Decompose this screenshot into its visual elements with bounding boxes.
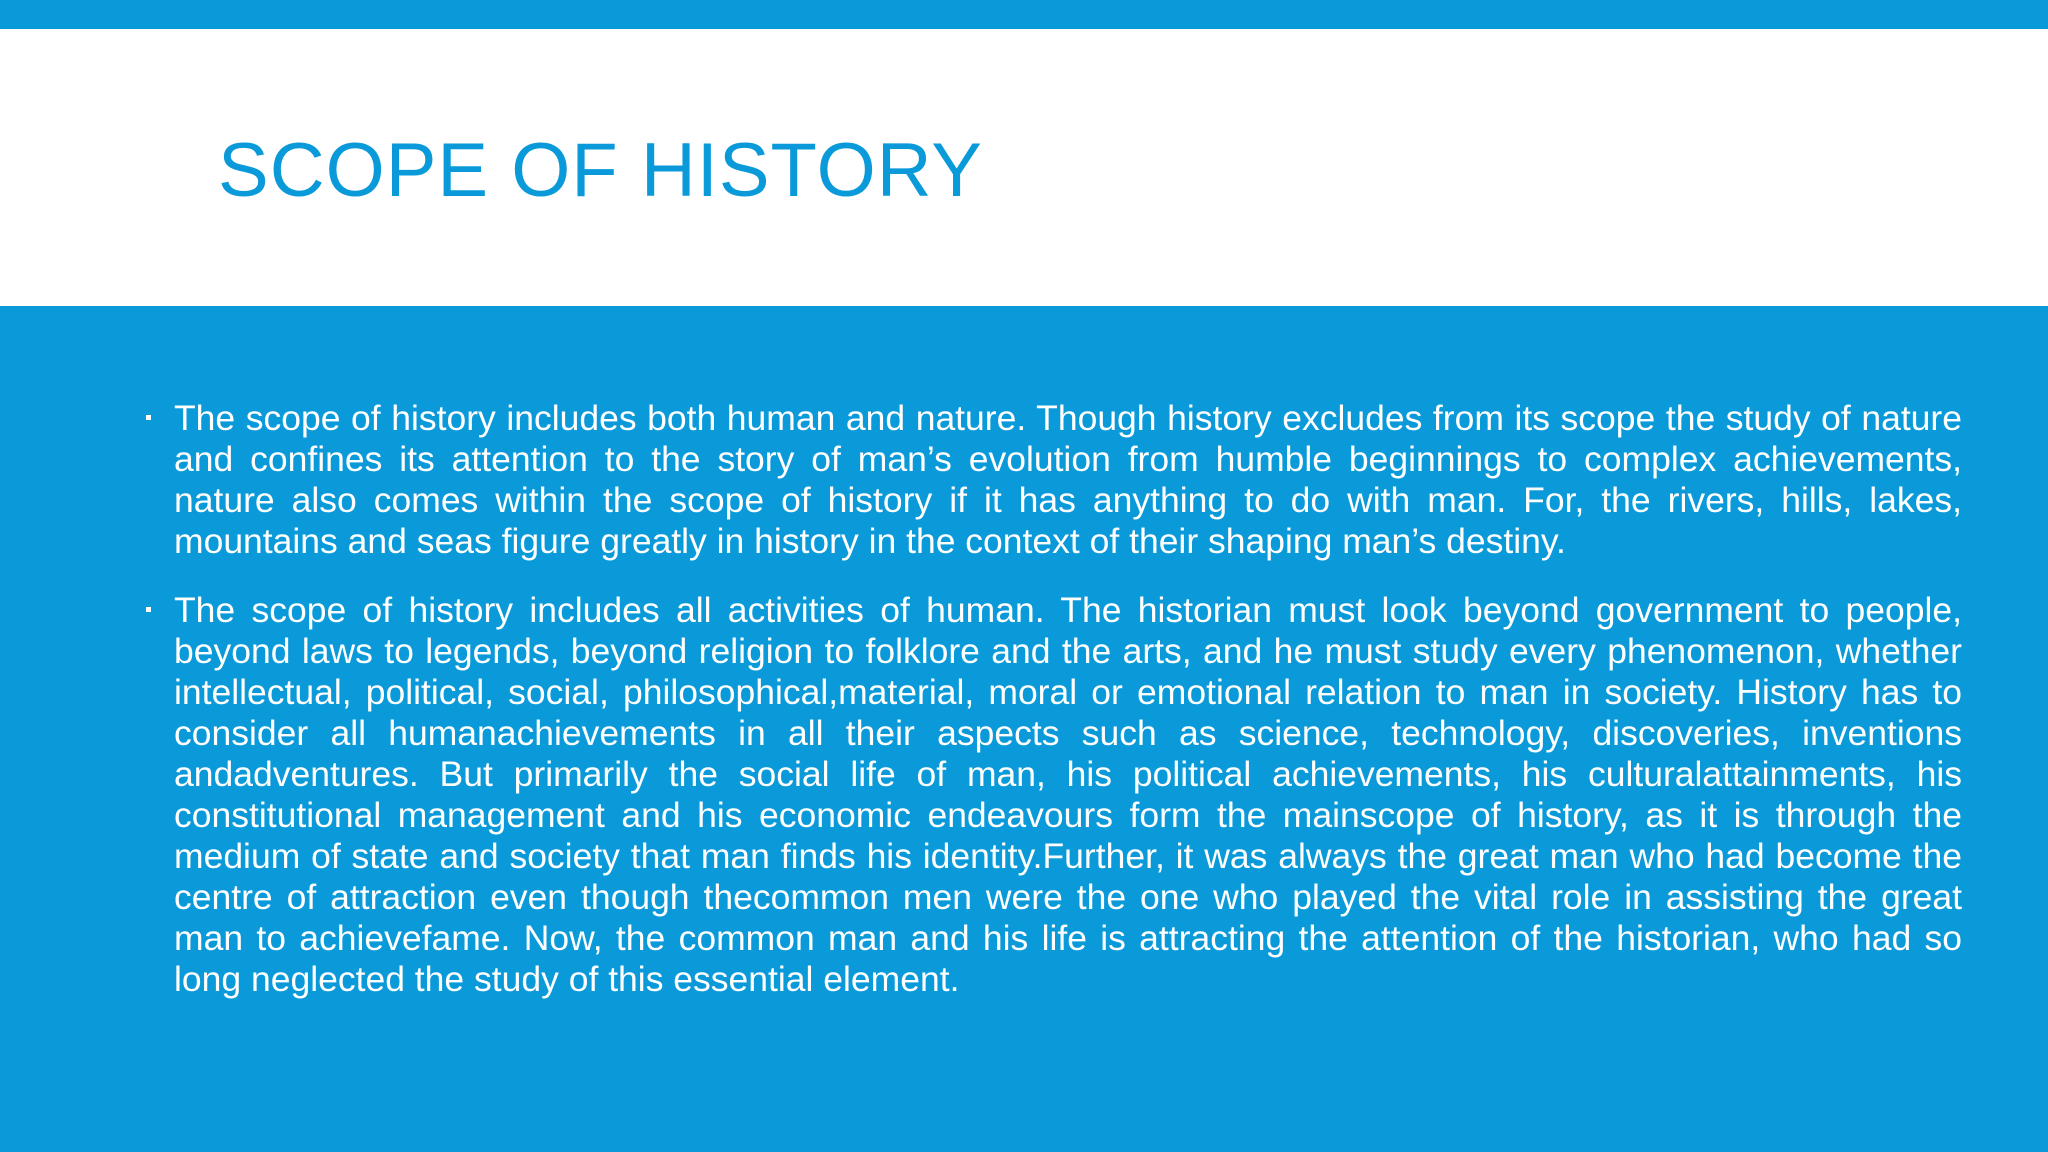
slide-title: SCOPE OF HISTORY — [218, 128, 983, 213]
bullet-text: The scope of history includes all activities of human. The historian must look beyond government to people, beyond laws to legends, beyond religion to folklore and the arts, and he must study every phenomenon, whether intellectual, political, social, philosophical,material, moral or emotional relation to man in society. History has to consider all humanachievements in all their aspects such as science, technology, discoveries, inventions andadventures. But primarily the social life of man, his political achievements, his culturalattainments, his constitutional management and his economic endeavours form the mainscope of history, as it is through the medium of state and society that man finds his identity.Further, it was always the great man who had become the centre of attraction even though thecommon men were the one who played the vital role in assisting the great man to achievefame. Now, the common man and his life is attracting the attention of the historian, who had so long neglected the study of this essential element. — [174, 590, 1962, 999]
bullet-text: The scope of history includes both human and nature. Though history excludes from its scope the study of nature and confines its attention to the story of man’s evolution from humble beginnings to complex achievements, nature also comes within the scope of history if it has anything to do with man. For, the rivers, hills, lakes, mountains and seas figure greatly in history in the context of their shaping man’s destiny. — [174, 398, 1962, 561]
bullet-square-icon — [146, 415, 151, 420]
bullet-square-icon — [146, 607, 151, 612]
bullet-list — [140, 398, 1962, 1028]
bullet-item — [140, 590, 1962, 1000]
bullet-item — [140, 398, 1962, 562]
